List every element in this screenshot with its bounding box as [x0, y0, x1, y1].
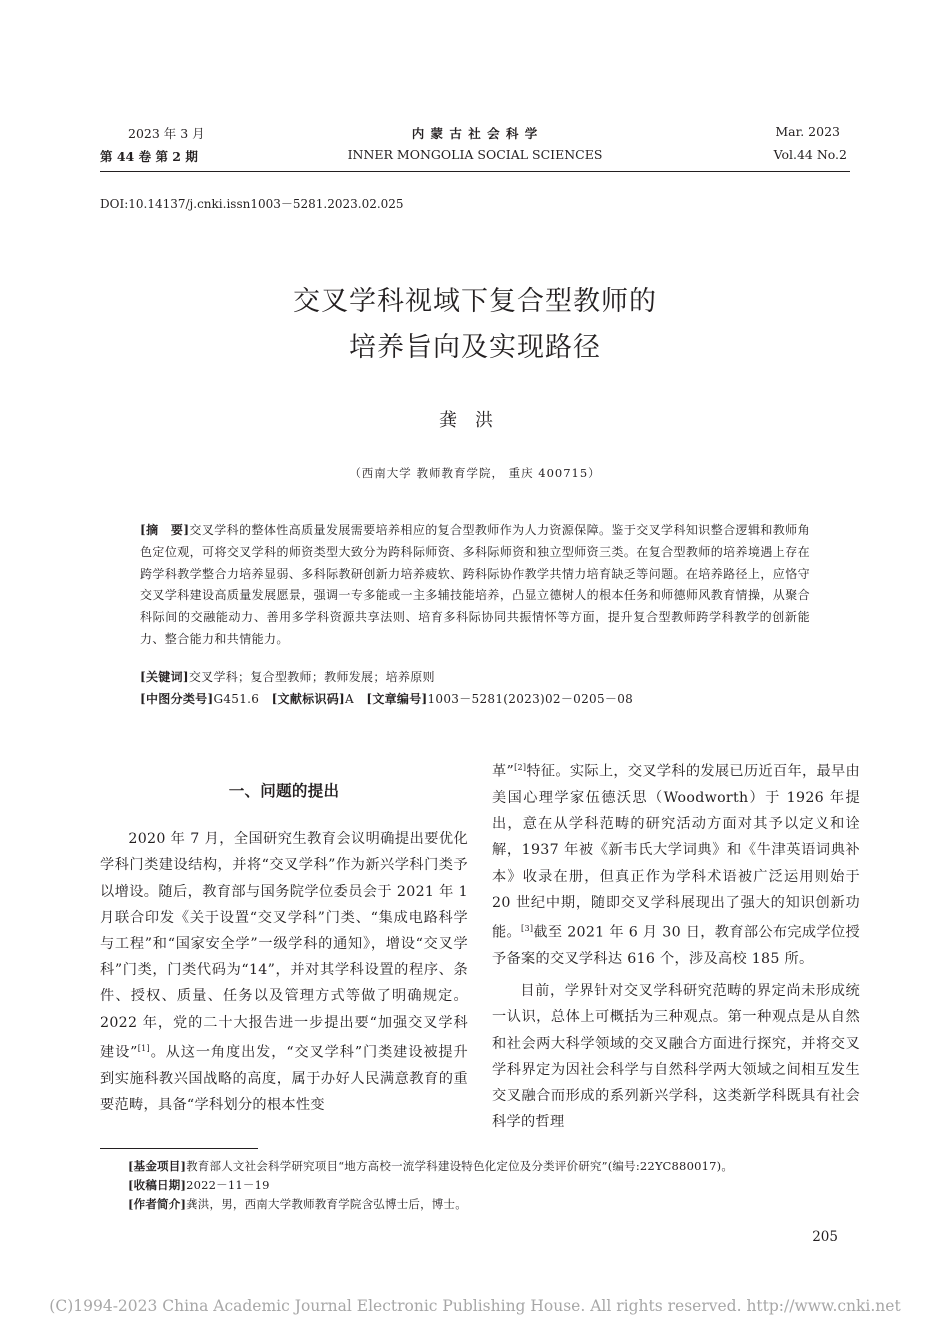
received-label: [收稿日期]	[128, 1178, 187, 1192]
header-issue-cn: 第 44 卷 第 2 期	[100, 149, 198, 164]
page-number: 205	[812, 1229, 838, 1245]
footnote-rule	[100, 1148, 258, 1149]
footnote-author	[128, 1196, 467, 1212]
keywords-label: [关键词]	[140, 670, 189, 684]
author: 龚洪	[439, 410, 511, 431]
title-line-1: 交叉学科视域下复合型教师的	[293, 286, 657, 317]
header-date-cn: 2023 年 3 月	[128, 126, 205, 141]
abstract	[140, 520, 810, 651]
right-paragraph-text-a: 特征。实际上，交叉学科的发展已历近百年，最早由美国心理学家伍德沃思（Woodworth）于 1926 年提出，意在从学科范畴的研究活动方面对其予以定义和诠解，1937 年被《新韦氏大学词典》和《牛津英语词典补本》收录在册，但真正作为学科术语被广泛运用则始于 20 世纪中期，随即交叉学科展现出了强大的知识创新功能。	[492, 763, 860, 941]
section-heading: 一、问题的提出	[228, 781, 340, 800]
fund-label: [基金项目]	[128, 1159, 187, 1173]
left-paragraph-text: 2020 年 7 月，全国研究生教育会议明确提出要优化学科门类建设结构，并将“交叉学科”作为新兴学科门类予以增设。随后，教育部与国务院学位委员会于 2021 年 1 月联合印发《关于设置“交叉学科”门类、“集成电路科学与工程”和“国家安全学”一级学科的通知》，增设“交叉学科”门类，门类代码为“14”，并对其学科设置的程序、条件、授权、质量、任务以及管理方式等做了明确规定。2022 年，党的二十大报告进一步提出要“加强交叉学科建设”	[100, 831, 468, 1061]
keywords	[140, 668, 435, 685]
header-date-en: Mar. 2023	[775, 124, 840, 139]
author-bio-text: 龚洪，男，西南大学教师教育学院含弘博士后，博士。	[186, 1197, 467, 1211]
received-text: 2022－11－19	[186, 1178, 270, 1192]
header-vol-en: Vol.44 No.2	[773, 147, 847, 162]
author-bio-label: [作者简介]	[128, 1197, 187, 1211]
right-paragraph-1	[492, 755, 860, 972]
header-journal-cn: 内 蒙 古 社 会 科 学	[411, 126, 539, 141]
citation-1: [1]	[137, 1043, 150, 1053]
left-paragraph	[100, 826, 468, 1118]
article-number-value: 1003－5281(2023)02－0205－08	[427, 692, 634, 706]
doc-code-value: A	[345, 692, 354, 706]
left-paragraph-tail: 。从这一角度出发，“交叉学科”门类建设被提升到实施科教兴国战略的高度，属于办好人民满意教育的重要范畴，具备“学科划分的根本性变	[100, 1044, 469, 1113]
classification	[140, 690, 633, 707]
title-line-2: 培养旨向及实现路径	[349, 332, 601, 363]
copyright-line: (C)1994-2023 China Academic Journal Electronic Publishing House. All rights reserved. http://www.cnki.net	[49, 1297, 901, 1315]
citation-2: [2]	[514, 763, 527, 772]
abstract-text: 交叉学科的整体性高质量发展需要培养相应的复合型教师作为人力资源保障。鉴于交叉学科知识整合逻辑和教师角色定位观，可将交叉学科的师资类型大致分为跨科际师资、多科际师资和独立型师资三类。在复合型教师的培养境遇上存在跨学科教学整合力培养显弱、多科际教研创新力培养疲软、跨科际协作教学共情力培育缺乏等问题。在培养路径上，应恪守交叉学科建设高质量发展愿景，强调一专多能或一主多辅技能培养，凸显立德树人的根本任务和师德师风教育情操，从聚合科际间的交融能动力、善用多学科资源共享法则、培育多科际协同共振情怀等方面，提升复合型教师跨学科教学的创新能力、整合能力和共情能力。	[140, 523, 810, 646]
abstract-label: [摘 要]	[140, 523, 190, 537]
citation-3: [3]	[521, 923, 534, 933]
keywords-text: 交叉学科；复合型教师；教师发展；培养原则	[188, 670, 435, 684]
right-paragraph-text-b: 截至 2021 年 6 月 30 日，教育部公布完成学位授予备案的交叉学科达 616 个，涉及高校 185 所。	[492, 924, 860, 967]
header-journal-en: INNER MONGOLIA SOCIAL SCIENCES	[347, 147, 603, 162]
doc-code-label: [文献标识码]	[271, 692, 346, 706]
article-number-label: [文章编号]	[366, 692, 428, 706]
right-column	[492, 755, 860, 1135]
fund-text: 教育部人文社会科学研究项目“地方高校一流学科建设特色化定位及分类评价研究”(编号:22YC880017)。	[186, 1159, 734, 1173]
affiliation: （西南大学 教师教育学院， 重庆 400715）	[349, 466, 601, 480]
footnote-received	[128, 1177, 270, 1193]
left-column	[100, 760, 468, 1118]
doi: DOI:10.14137/j.cnki.issn1003－5281.2023.02.025	[100, 197, 404, 211]
right-paragraph-head: 革”	[492, 763, 515, 780]
clc-value: G451.6	[213, 692, 260, 706]
clc-label: [中图分类号]	[140, 692, 214, 706]
header-rule	[100, 171, 850, 172]
right-paragraph-2: 目前，学界针对交叉学科研究范畴的界定尚未形成统一认识，总体上可概括为三种观点。第一种观点是从自然和社会两大科学领域的交叉融合方面进行探究，并将交叉学科界定为因社会科学与自然科学两大领域之间相互发生交叉融合而形成的系列新兴学科，这类新学科既具有社会科学的哲理	[492, 983, 860, 1131]
footnote-fund	[128, 1158, 733, 1174]
